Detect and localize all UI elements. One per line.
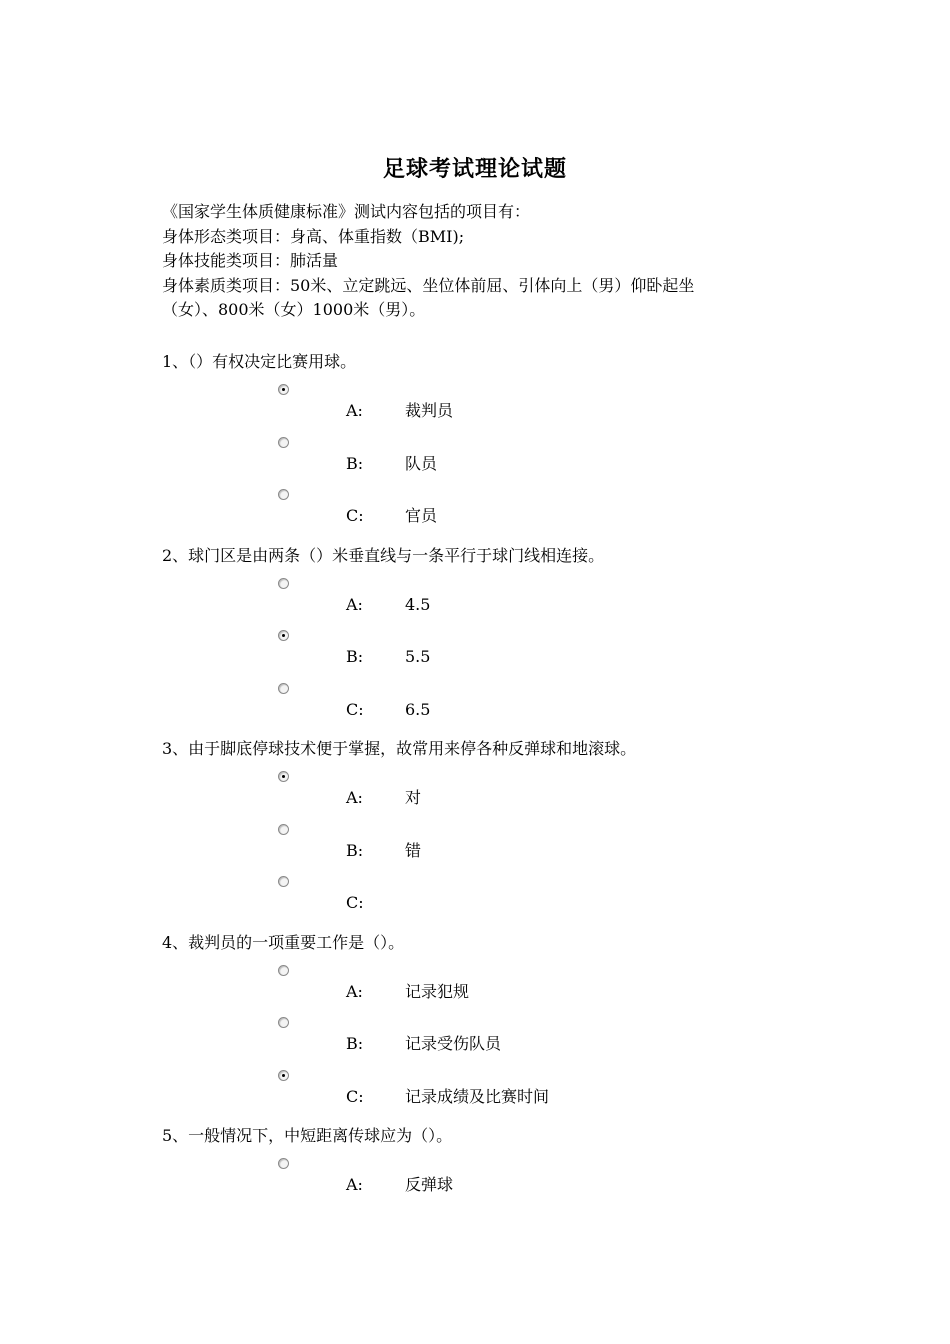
option-text: 官员 <box>405 506 438 525</box>
question-list <box>0 346 950 1209</box>
question-text: 4、裁判员的一项重要工作是（）。 <box>162 932 405 952</box>
radio-button[interactable] <box>278 1158 289 1169</box>
radio-button-checked[interactable] <box>278 1070 289 1081</box>
option-letter: A: <box>346 981 363 1001</box>
answer-option[interactable] <box>0 677 950 730</box>
option-letter: A: <box>346 1175 363 1194</box>
answer-option[interactable] <box>0 959 950 1012</box>
radio-button[interactable] <box>278 437 289 448</box>
option-text: 记录犯规 <box>405 981 470 1001</box>
option-letter: C: <box>346 506 364 525</box>
question-3 <box>0 733 950 927</box>
option-letter: C: <box>346 699 364 719</box>
intro-line: 《国家学生体质健康标准》测试内容包括的项目有： <box>162 202 531 221</box>
option-text: 4.5 <box>405 594 431 614</box>
question-1 <box>0 346 950 540</box>
option-text: 队员 <box>405 453 438 473</box>
radio-button[interactable] <box>278 1017 289 1028</box>
option-letter: C: <box>346 1086 364 1106</box>
question-5 <box>0 1120 950 1209</box>
option-letter: B: <box>346 453 364 473</box>
option-letter: B: <box>346 1034 364 1053</box>
option-text: 对 <box>405 788 422 807</box>
option-text: 记录成绩及比赛时间 <box>405 1086 550 1106</box>
answer-option[interactable] <box>0 870 950 923</box>
intro-line: （女）、800米（女）1000米（男）。 <box>162 300 426 319</box>
answer-option[interactable] <box>0 818 950 871</box>
document-title: 足球考试理论试题 <box>382 156 567 182</box>
answer-option[interactable] <box>0 483 950 536</box>
question-text: 5、一般情况下，中短距离传球应为（）。 <box>162 1126 453 1145</box>
answer-option[interactable] <box>0 1152 950 1205</box>
radio-button[interactable] <box>278 489 289 500</box>
intro-paragraph <box>162 200 802 323</box>
intro-line: 身体形态类项目：身高、体重指数（BMI); <box>162 226 465 246</box>
intro-line: 身体技能类项目：肺活量 <box>162 251 339 270</box>
option-letter: A: <box>346 401 363 420</box>
option-text: 6.5 <box>405 699 431 719</box>
radio-button-checked[interactable] <box>278 771 289 782</box>
option-letter: A: <box>346 788 363 807</box>
radio-button[interactable] <box>278 683 289 694</box>
option-letter: B: <box>346 647 364 666</box>
question-text: 1、（）有权决定比赛用球。 <box>162 352 357 371</box>
option-letter: C: <box>346 893 364 912</box>
option-text: 错 <box>405 840 422 860</box>
option-text: 裁判员 <box>405 401 454 420</box>
answer-option[interactable] <box>0 1064 950 1117</box>
option-text: 记录受伤队员 <box>405 1034 502 1053</box>
radio-button[interactable] <box>278 578 289 589</box>
option-letter: B: <box>346 840 364 860</box>
question-2 <box>0 540 950 734</box>
radio-button[interactable] <box>278 965 289 976</box>
radio-button-checked[interactable] <box>278 630 289 641</box>
question-spacer <box>0 1205 950 1209</box>
question-4 <box>0 927 950 1121</box>
answer-option[interactable] <box>0 1011 950 1064</box>
answer-option[interactable] <box>0 572 950 625</box>
option-text: 反弹球 <box>405 1175 454 1194</box>
question-text: 2、球门区是由两条（）米垂直线与一条平行于球门线相连接。 <box>162 545 605 565</box>
option-letter: A: <box>346 594 363 614</box>
answer-option[interactable] <box>0 624 950 677</box>
radio-button[interactable] <box>278 824 289 835</box>
option-text: 5.5 <box>405 647 431 666</box>
radio-button-checked[interactable] <box>278 384 289 395</box>
answer-option[interactable] <box>0 378 950 431</box>
intro-line: 身体素质类项目：50米、立定跳远、坐位体前屈、引体向上（男）仰卧起坐 <box>162 275 695 295</box>
radio-button[interactable] <box>278 876 289 887</box>
answer-option[interactable] <box>0 431 950 484</box>
answer-option[interactable] <box>0 765 950 818</box>
question-text: 3、由于脚底停球技术便于掌握，故常用来停各种反弹球和地滚球。 <box>162 739 637 758</box>
